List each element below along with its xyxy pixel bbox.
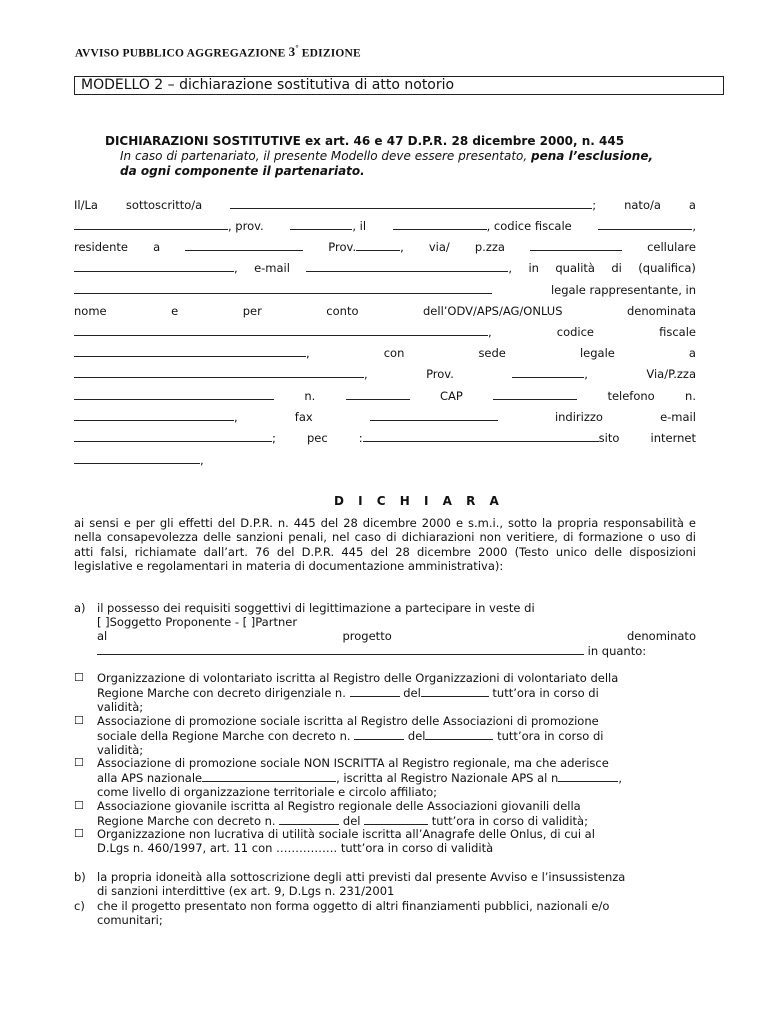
label-al: al bbox=[97, 629, 108, 643]
sep: , bbox=[584, 367, 588, 381]
label-fax: fax bbox=[294, 410, 313, 424]
field-denominazione[interactable] bbox=[74, 324, 492, 340]
form-line-13 bbox=[74, 452, 696, 468]
org-item-giovanile bbox=[74, 799, 696, 828]
org-line1: Organizzazione di volontariato iscritta al Registro delle Organizzazioni di volontariato della bbox=[97, 671, 619, 685]
item-b-line1: la propria idoneità alla sottoscrizione degli atti previsti dal presente Avviso e l’insussistenza bbox=[97, 870, 626, 884]
field-via-sede[interactable] bbox=[74, 388, 274, 400]
label-sottoscritto: sottoscritto/a bbox=[125, 198, 203, 212]
label-via-pzza: Via/P.zza bbox=[646, 367, 696, 381]
label-organization-type: dell’ODV/APS/AG/ONLUS bbox=[423, 304, 563, 318]
label-a: a bbox=[153, 240, 161, 254]
org-line2 bbox=[97, 813, 696, 828]
org-item-aps-nazionale bbox=[74, 756, 696, 799]
org-item-aps bbox=[74, 714, 696, 757]
field-decreto[interactable] bbox=[279, 813, 339, 825]
field-email-ente[interactable] bbox=[74, 430, 276, 446]
model-title-box bbox=[74, 76, 724, 95]
checkbox-icon[interactable]: ☐ bbox=[74, 671, 84, 684]
model-title: MODELLO 2 – dichiarazione sostitutiva di atto notorio bbox=[81, 77, 455, 93]
form-line-5 bbox=[74, 282, 696, 298]
form-line-1 bbox=[74, 197, 696, 213]
role-options[interactable]: [ ]Soggetto Proponente - [ ]Partner bbox=[97, 615, 298, 629]
field-qualifica[interactable] bbox=[74, 282, 492, 294]
sep: ; bbox=[592, 198, 597, 212]
org-text: tutt’ora in corso di validità; bbox=[431, 814, 588, 828]
sep: , bbox=[364, 367, 368, 381]
label-legale-rappresentante: legale rappresentante, in bbox=[550, 283, 696, 297]
org-line3: validità; bbox=[97, 700, 144, 714]
field-prov-nascita[interactable] bbox=[290, 218, 366, 234]
org-line2 bbox=[97, 770, 696, 785]
org-line2 bbox=[97, 685, 696, 700]
org-text: Regione Marche con decreto dirigenziale n. bbox=[97, 686, 346, 700]
checkbox-icon[interactable]: ☐ bbox=[74, 799, 84, 812]
org-item-onlus bbox=[74, 827, 696, 855]
item-c-line2: comunitari; bbox=[97, 913, 163, 927]
field-decreto[interactable] bbox=[354, 728, 404, 740]
sep: ; bbox=[272, 431, 276, 445]
label-progetto: progetto bbox=[342, 629, 392, 643]
field-data-decreto[interactable] bbox=[425, 728, 493, 740]
field-cap[interactable] bbox=[493, 388, 577, 400]
label-il: , il bbox=[352, 219, 367, 233]
field-via[interactable] bbox=[530, 239, 622, 251]
item-a bbox=[74, 601, 696, 658]
form-line-6 bbox=[74, 303, 696, 319]
label-pec: pec bbox=[306, 431, 328, 445]
item-marker: a) bbox=[74, 601, 86, 615]
checkbox-icon[interactable]: ☐ bbox=[74, 714, 84, 727]
label-codice-fiscale: , codice fiscale bbox=[486, 219, 572, 233]
item-marker: b) bbox=[74, 870, 86, 884]
label-sito: sito bbox=[598, 431, 620, 445]
org-line2 bbox=[97, 728, 696, 743]
label-con: con bbox=[383, 346, 405, 360]
form-line-7 bbox=[74, 324, 696, 340]
field-data-nascita[interactable] bbox=[393, 218, 572, 234]
org-text: tutt’ora in corso di bbox=[497, 729, 604, 743]
form-line-4 bbox=[74, 260, 696, 276]
label-residente: residente bbox=[74, 240, 128, 254]
label-nome: nome bbox=[74, 304, 107, 318]
form-line-12 bbox=[74, 430, 696, 446]
org-text: del bbox=[407, 729, 426, 743]
sep: , bbox=[400, 240, 404, 254]
declarations-title: DICHIARAZIONI SOSTITUTIVE ex art. 46 e 47 D.P.R. 28 dicembre 2000, n. 445 bbox=[105, 134, 625, 148]
item-marker: c) bbox=[74, 899, 85, 913]
label-qualita: qualità bbox=[555, 261, 595, 275]
label-internet: internet bbox=[650, 431, 696, 445]
label-cellulare: cellulare bbox=[647, 240, 696, 254]
org-text: del bbox=[342, 814, 361, 828]
sep: , bbox=[508, 261, 513, 275]
field-sede-legale[interactable] bbox=[74, 366, 368, 382]
label-fiscale: fiscale bbox=[659, 325, 696, 339]
form-line-8 bbox=[74, 345, 696, 361]
org-text: del bbox=[403, 686, 421, 700]
notice-header bbox=[75, 44, 361, 60]
org-text: sociale della Regione Marche con decreto n. bbox=[97, 729, 351, 743]
org-text: Regione Marche con decreto n. bbox=[97, 814, 276, 828]
checkbox-icon[interactable]: ☐ bbox=[74, 827, 84, 840]
field-luogo-nascita[interactable] bbox=[74, 218, 264, 234]
field-telefono[interactable] bbox=[74, 409, 238, 425]
edition-number bbox=[289, 44, 299, 59]
sep: , bbox=[234, 261, 238, 275]
sep: , bbox=[234, 410, 238, 424]
label-di: di bbox=[611, 261, 622, 275]
org-text: alla APS nazionale bbox=[97, 771, 203, 785]
label-qualifica: (qualifica) bbox=[638, 261, 696, 275]
intro-paragraph: ai sensi e per gli effetti del D.P.R. n. 445 del 28 dicembre 2000 e s.m.i., sotto la propria responsabilità e nella consapevolezza delle sanzioni penali, nel caso di dichiarazioni non veritiere, di formazione o uso di atti falsi, richiamate dall’art. 76 del D.P.R. 445 del 28 dicembre 2000 (Testo unico delle disposizioni legislative e regolamentari in materia di documentazione amministrativa): bbox=[74, 516, 696, 573]
field-prov-residenza[interactable] bbox=[356, 239, 400, 251]
sep: , bbox=[692, 219, 696, 233]
form-line-9 bbox=[74, 366, 696, 382]
label-prov: Prov. bbox=[426, 367, 454, 381]
org-item-odv bbox=[74, 671, 696, 714]
sep: , bbox=[306, 346, 310, 360]
field-prov-sede[interactable] bbox=[512, 366, 588, 382]
sep: , bbox=[200, 453, 204, 467]
checkbox-icon[interactable]: ☐ bbox=[74, 756, 84, 769]
label-il-la: Il/La bbox=[74, 198, 98, 212]
field-civico[interactable] bbox=[346, 388, 410, 400]
label-per: per bbox=[242, 304, 262, 318]
label-denominata: denominata bbox=[627, 304, 696, 318]
form-line-11 bbox=[74, 409, 696, 425]
org-text: tutt’ora in corso di bbox=[492, 686, 599, 700]
label-codice: codice bbox=[556, 325, 595, 339]
item-b-line2: di sanzioni interdittive (ex art. 9, D.Lgs n. 231/2001 bbox=[97, 884, 395, 898]
field-codice-fiscale[interactable] bbox=[598, 218, 696, 234]
field-data-decreto[interactable] bbox=[421, 685, 489, 697]
org-text: , bbox=[618, 771, 622, 785]
dichiara-heading: D I C H I A R A bbox=[334, 494, 504, 508]
item-a-line4 bbox=[97, 643, 696, 658]
org-line3: validità; bbox=[97, 743, 144, 757]
item-a-line3 bbox=[97, 629, 696, 643]
label-denominato: denominato bbox=[627, 629, 696, 643]
label-email: e-mail bbox=[660, 410, 696, 424]
field-aps-nazionale[interactable] bbox=[202, 770, 336, 782]
org-line1: Associazione di promozione sociale iscritta al Registro delle Associazioni di promozione bbox=[97, 714, 599, 728]
org-line3: come livello di organizzazione territoriale e circolo affiliato; bbox=[97, 785, 438, 799]
form-line-3 bbox=[74, 239, 696, 255]
org-line2: D.Lgs n. 460/1997, art. 11 con ……………. tutt’ora in corso di validità bbox=[97, 841, 494, 855]
label-n: n. bbox=[304, 389, 316, 403]
label-telefono: telefono bbox=[607, 389, 655, 403]
edition-word: EDIZIONE bbox=[301, 47, 361, 60]
note-italic: In caso di partenariato, il presente Modello deve essere presentato, bbox=[120, 149, 528, 163]
label-prov: , prov. bbox=[228, 219, 264, 233]
form-line-2 bbox=[74, 218, 696, 234]
label-cap: CAP bbox=[439, 389, 463, 403]
label-email: e-mail bbox=[254, 261, 290, 275]
form-line-10 bbox=[74, 388, 696, 404]
label-in: in bbox=[528, 261, 539, 275]
field-cellulare[interactable] bbox=[74, 260, 238, 276]
field-data-decreto[interactable] bbox=[364, 813, 428, 825]
label-in-quanto: in quanto: bbox=[587, 644, 647, 658]
item-c bbox=[74, 899, 696, 927]
notice-prefix: AVVISO PUBBLICO AGGREGAZIONE bbox=[75, 47, 286, 60]
sep: : bbox=[358, 431, 363, 445]
note-bold-1: pena l’esclusione, bbox=[531, 149, 654, 163]
field-progetto[interactable] bbox=[97, 643, 584, 655]
item-a-line1: il possesso dei requisiti soggettivi di legittimazione a partecipare in veste di bbox=[97, 601, 535, 615]
item-c-line1: che il progetto presentato non forma oggetto di altri finanziamenti pubblici, nazionali e/o bbox=[97, 899, 610, 913]
edition-digit: 3 bbox=[288, 44, 296, 60]
org-line1: Organizzazione non lucrativa di utilità sociale iscritta all’Anagrafe delle Onlus, di cui al bbox=[97, 827, 595, 841]
label-e: e bbox=[171, 304, 179, 318]
org-text: , iscritta al Registro Nazionale APS al n bbox=[336, 771, 559, 785]
org-line1: Associazione di promozione sociale NON ISCRITTA al Registro regionale, ma che aderisce bbox=[97, 756, 609, 770]
label-a: a bbox=[688, 198, 696, 212]
field-sito-internet[interactable] bbox=[74, 452, 204, 468]
prov-group bbox=[328, 239, 403, 255]
label-sede: sede bbox=[478, 346, 506, 360]
field-fax[interactable] bbox=[370, 409, 498, 421]
item-b bbox=[74, 870, 696, 898]
declarations-note bbox=[120, 149, 710, 178]
note-bold-2: da ogni componente il partenariato. bbox=[120, 163, 365, 178]
label-n: n. bbox=[685, 389, 696, 403]
label-a: a bbox=[688, 346, 696, 360]
label-conto: conto bbox=[326, 304, 359, 318]
field-email[interactable] bbox=[306, 260, 512, 276]
field-pec[interactable] bbox=[359, 430, 620, 446]
field-residenza[interactable] bbox=[185, 239, 303, 251]
field-numero-registro[interactable] bbox=[558, 770, 618, 782]
field-nominativo[interactable] bbox=[230, 197, 596, 213]
sep: , bbox=[488, 325, 492, 339]
label-nato: nato/a bbox=[624, 198, 661, 212]
field-decreto[interactable] bbox=[350, 685, 400, 697]
field-cf-ente[interactable] bbox=[74, 345, 310, 361]
label-prov: Prov. bbox=[328, 240, 357, 254]
org-line1: Associazione giovanile iscritta al Registro regionale delle Associazioni giovanili della bbox=[97, 799, 581, 813]
edition-degree: ° bbox=[295, 44, 299, 53]
label-pzza: p.zza bbox=[474, 240, 505, 254]
label-indirizzo: indirizzo bbox=[554, 410, 603, 424]
label-legale: legale bbox=[579, 346, 615, 360]
label-via: via/ bbox=[428, 240, 450, 254]
